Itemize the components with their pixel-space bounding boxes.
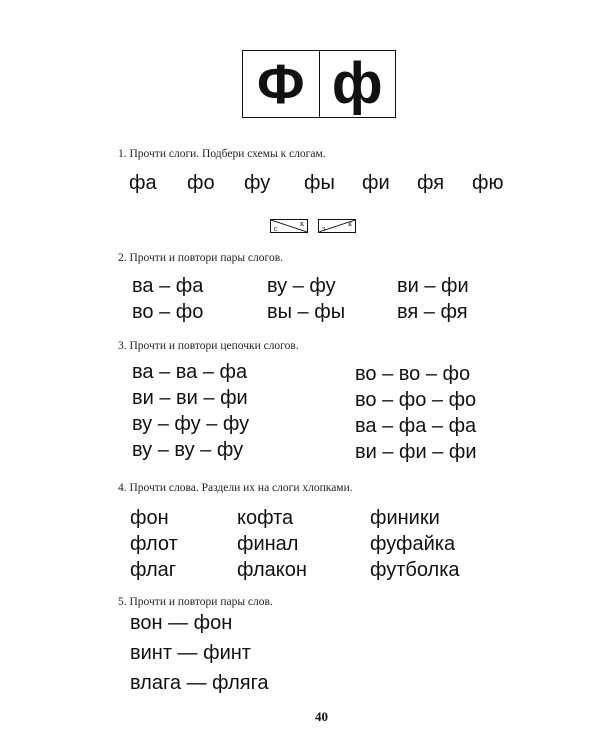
syllable-pair: ву – фу (267, 275, 336, 297)
syllable-chain: ва – ва – фа (132, 361, 248, 383)
letter-card (242, 50, 396, 118)
task1-instruction: 1. Прочти слоги. Подбери схемы к слогам. (118, 148, 326, 160)
syllable-pair: вы – фы (267, 301, 346, 323)
task5-instruction: 5. Прочти и повтори пары слов. (118, 596, 273, 608)
word-pair: влага — фляга (130, 672, 269, 694)
word: флакон (237, 559, 307, 581)
word: фуфайка (370, 533, 456, 555)
syllable: фа (129, 172, 157, 194)
scheme-letter-right: к (300, 219, 304, 228)
syllable-chain: во – во – фо (355, 363, 471, 385)
letter-uppercase: Ф (243, 51, 320, 117)
syllable: фы (304, 172, 335, 194)
syllable-pair: во – фо (132, 301, 204, 323)
syllable-schemes (270, 219, 356, 233)
scheme-letter-right: к (348, 219, 352, 228)
task3-instruction: 3. Прочти и повтори цепочки слогов. (118, 340, 299, 352)
syllable-chain: ву – фу – фу (132, 413, 250, 435)
word-pair: винт — финт (130, 642, 251, 664)
syllable-pair: ва – фа (132, 275, 204, 297)
syllable: фу (244, 172, 271, 194)
scheme-letter-left: з (322, 224, 326, 233)
page-number: 40 (315, 709, 328, 724)
word: футболка (370, 559, 460, 581)
syllable: фи (362, 172, 390, 194)
scheme-letter-left: с (274, 224, 278, 233)
word: финал (237, 533, 299, 555)
word: флаг (130, 559, 177, 581)
syllable-chain: ви – фи – фи (355, 441, 477, 463)
task2-instruction: 2. Прочти и повтори пары слогов. (118, 252, 284, 264)
word-pair: вон — фон (130, 612, 233, 634)
syllable-scheme (318, 219, 356, 233)
syllable-chain: ву – ву – фу (132, 439, 244, 461)
word: финики (370, 507, 440, 529)
syllable: фо (187, 172, 215, 194)
syllable-chain: во – фо – фо (355, 389, 477, 411)
syllable: фя (417, 172, 445, 194)
syllable-pair: ви – фи (397, 275, 469, 297)
syllable-chain: ва – фа – фа (355, 415, 477, 437)
word: кофта (237, 507, 294, 529)
task4-instruction: 4. Прочти слова. Раздели их на слоги хлопками. (118, 482, 353, 494)
word: флот (130, 533, 178, 555)
word: фон (130, 507, 169, 529)
syllable: фю (472, 172, 504, 194)
letter-lowercase: ф (331, 51, 383, 116)
syllable-pair: вя – фя (397, 301, 468, 323)
syllable-chain: ви – ви – фи (132, 387, 248, 409)
syllable-scheme (270, 219, 308, 233)
